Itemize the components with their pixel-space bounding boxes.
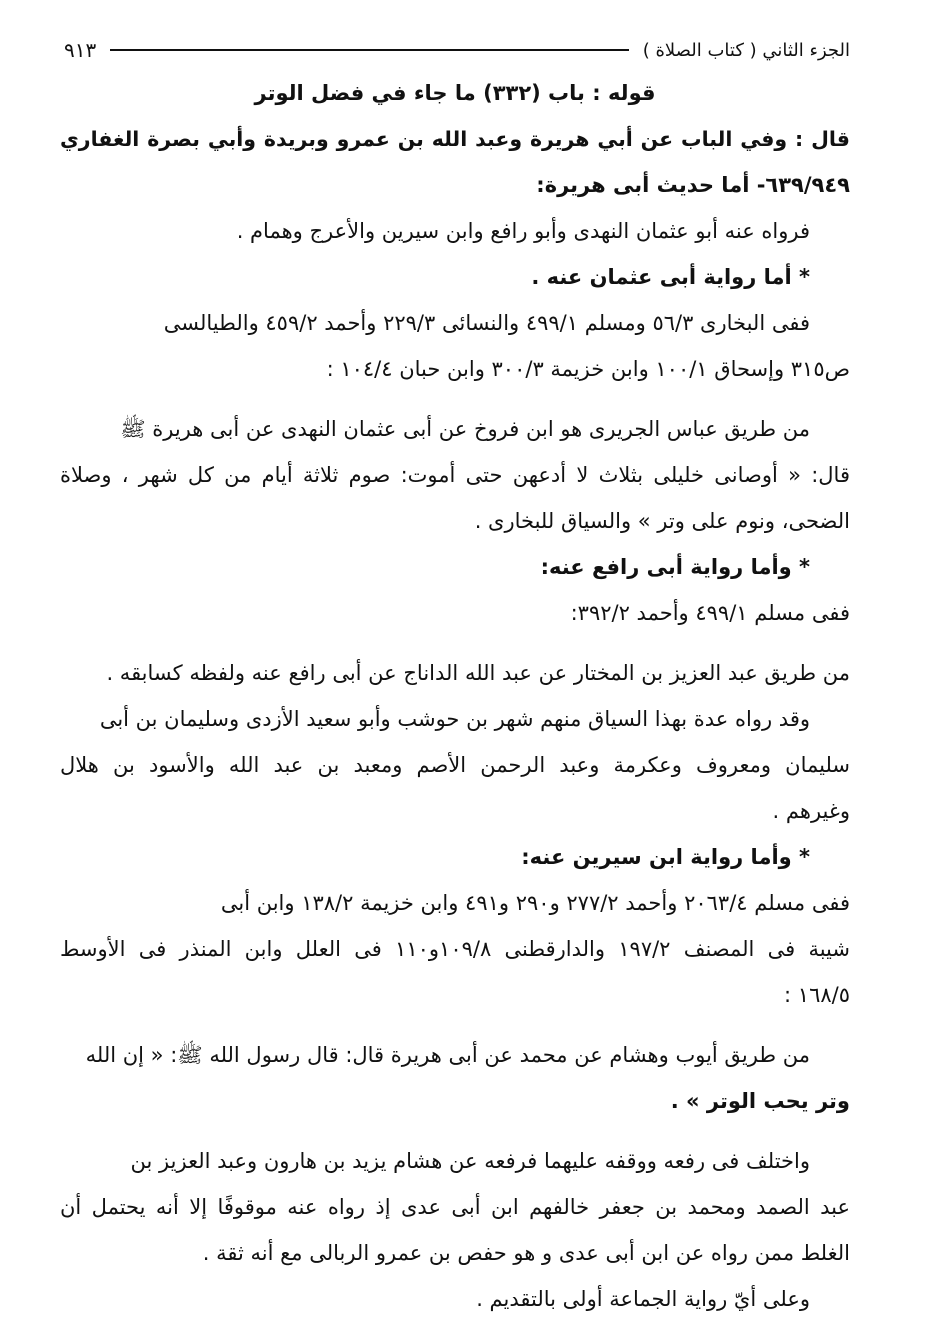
document-page bbox=[60, 30, 850, 1322]
text-line-11: ففى مسلم ٤٩٩/١ وأحمد ٣٩٢/٢: bbox=[570, 601, 850, 625]
chapter-title: قوله : باب (٣٣٢) ما جاء في فضل الوتر bbox=[254, 81, 656, 105]
text-line-3: فرواه عنه أبو عثمان النهدى وأبو رافع وابن سيرين والأعرج وهمام . bbox=[236, 219, 810, 243]
header-rule bbox=[110, 49, 629, 51]
text-line-14: سليمان ومعروف وعكرمة وعبد الرحمن الأصم ومعبد بن عبد الله والأسود بن هلال bbox=[60, 753, 850, 777]
text-line-21: وتر يحب الوتر » . bbox=[670, 1089, 850, 1113]
text-line-5: ففى البخارى ٥٦/٣ ومسلم ٤٩٩/١ والنسائى ٢٢٩/٣ وأحمد ٤٥٩/٢ والطيالسى bbox=[163, 311, 810, 335]
text-line-25: وعلى أيّ رواية الجماعة أولى بالتقديم . bbox=[476, 1287, 810, 1311]
text-line-20: من طريق أيوب وهشام عن محمد عن أبى هريرة قال: قال رسول الله ﷺ: « إن الله bbox=[85, 1043, 810, 1067]
text-line-9: الضحى، ونوم على وتر » والسياق للبخارى . bbox=[474, 509, 850, 533]
text-line-6: ص٣١٥ وإسحاق ١٠٠/١ وابن خزيمة ٣٠٠/٣ وابن حبان ١٠٤/٤ : bbox=[326, 357, 850, 381]
running-title: الجزء الثاني ( كتاب الصلاة ) bbox=[642, 39, 850, 61]
page-number: ٩١٣ bbox=[64, 38, 97, 62]
text-line-1: قال : وفي الباب عن أبي هريرة وعبد الله بن عمرو وبريدة وأبي بصرة الغفاري bbox=[60, 127, 850, 151]
text-line-24: الغلط ممن رواه عن ابن أبى عدى و هو حفص بن عمرو الربالى مع أنه ثقة . bbox=[202, 1241, 850, 1265]
page-header bbox=[60, 30, 850, 70]
text-line-17: ففى مسلم ٢٠٦٣/٤ وأحمد ٢٧٧/٢ و٢٩٠ و٤٩١ وابن خزيمة ١٣٨/٢ وابن أبى bbox=[220, 891, 850, 915]
text-line-12: من طريق عبد العزيز بن المختار عن عبد الله الداناج عن أبى رافع عنه ولفظه كسابقه . bbox=[106, 661, 850, 685]
section-heading-ibn-sirin: * وأما رواية ابن سيرين عنه: bbox=[521, 845, 810, 869]
text-line-15: وغيرهم . bbox=[772, 799, 850, 823]
section-heading-abu-rafi: * وأما رواية أبى رافع عنه: bbox=[540, 555, 810, 579]
text-line-18: شيبة فى المصنف ١٩٧/٢ والدارقطنى ١٠٩/٨و١١٠ فى العلل وابن المنذر فى الأوسط bbox=[60, 937, 850, 961]
hadith-heading: ٦٣٩/٩٤٩- أما حديث أبى هريرة: bbox=[536, 173, 850, 197]
text-line-19: ١٦٨/٥ : bbox=[784, 983, 850, 1007]
text-line-8: قال: « أوصانى خليلى بثلاث لا أدعهن حتى أموت: صوم ثلاثة أيام من كل شهر ، وصلاة bbox=[60, 463, 850, 487]
text-line-23: عبد الصمد ومحمد بن جعفر خالفهم ابن أبى عدى إذ رواه عنه موقوفًا إلا أنه يحتمل أن bbox=[60, 1195, 850, 1219]
text-line-22: واختلف فى رفعه ووقفه عليهما فرفعه عن هشام يزيد بن هارون وعبد العزيز بن bbox=[130, 1149, 810, 1173]
section-heading-abu-uthman: * أما رواية أبى عثمان عنه . bbox=[531, 265, 810, 289]
text-line-7: من طريق عباس الجريرى هو ابن فروخ عن أبى عثمان النهدى عن أبى هريرة ﷺ bbox=[120, 417, 810, 441]
text-line-13: وقد رواه عدة بهذا السياق منهم شهر بن حوشب وأبو سعيد الأزدى وسليمان بن أبى bbox=[99, 707, 810, 731]
